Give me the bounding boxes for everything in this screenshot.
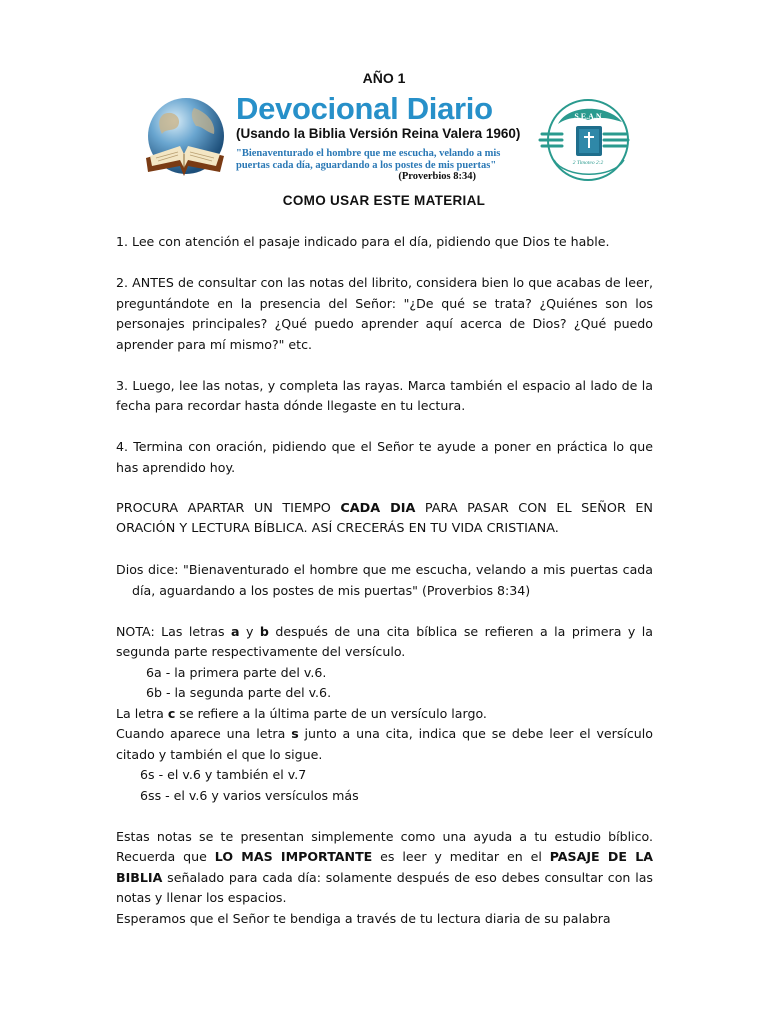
nota-pre: NOTA: Las letras — [116, 623, 231, 639]
step-1: 1. Lee con atención el pasaje indicado para el día, pidiendo que Dios te hable. — [116, 234, 610, 249]
nota-letter-c: c — [167, 705, 176, 721]
nota-c-pre: La letra — [116, 705, 168, 721]
step-2: 2. ANTES de consultar con las notas del librito, considera bien lo que acabas de leer, preguntándote en la presencia del Señor: "¿De qué se trata? ¿Quiénes son los personajes principales? ¿Qué puedo aprender aquí acerca de Dios? ¿Qué puedo aprender para mí mismo?" etc. — [116, 275, 653, 352]
instructions-body — [116, 232, 653, 929]
dios-dice-paragraph: Dios dice: "Bienaventurado el hombre que me escucha, velando a mis puertas cada día, aguardando a los postes de mis puertas" (Proverbios 8:34) — [116, 562, 653, 598]
closing-paragraph — [116, 827, 653, 909]
nota-mid: y — [239, 623, 260, 639]
nota-letter-c-line — [116, 704, 653, 725]
header-quote-line2: puertas cada día, aguardando a los postes de mis puertas" — [236, 159, 497, 171]
devotional-title: Devocional Diario — [236, 91, 493, 126]
devotional-header — [130, 92, 640, 188]
year-label: AÑO 1 — [362, 70, 406, 86]
closing-bold-2: PASAJE DE LA BIBLIA — [116, 849, 653, 885]
seal-reference: 2 Timoteo 2:2 — [572, 160, 604, 166]
nota-letter-b: b — [259, 623, 269, 639]
closing-p1: Estas notas se te presentan simplemente como una ayuda a tu estudio bíblico. Recuerda que — [116, 828, 653, 864]
step-4: 4. Termina con oración, pidiendo que el Señor te ayude a poner en práctica lo que has aprendido hoy. — [116, 439, 653, 475]
nota-c-post: se refiere a la última parte de un versículo largo. — [175, 705, 487, 721]
closing-p2: es leer y meditar en el — [372, 849, 550, 864]
nota-letter-a: a — [230, 623, 240, 639]
procura-pre: PROCURA APARTAR UN TIEMPO — [116, 500, 341, 516]
closing-bold-1: LO MAS IMPORTANTE — [214, 849, 373, 864]
sean-seal-logo — [538, 94, 632, 186]
header-quote — [236, 148, 536, 171]
step-3: 3. Luego, lee las notas, y completa las rayas. Marca también el espacio al lado de la fecha para recordar hasta dónde llegaste en tu lectura. — [116, 377, 653, 413]
devotional-subtitle: (Usando la Biblia Versión Reina Valera 1960) — [236, 126, 521, 141]
closing-last-line: Esperamos que el Señor te bendiga a través de tu lectura diaria de su palabra — [116, 910, 611, 926]
title-block — [236, 92, 536, 183]
nota-paragraph — [116, 622, 653, 663]
example-6a: 6a - la primera parte del v.6. — [146, 664, 327, 680]
nota-post: después de una cita bíblica se refieren a la primera y la segunda parte respectivamente del versículo. — [116, 623, 653, 659]
nota-letter-s-line — [116, 724, 653, 765]
seal-acronym: S.E.A.N — [574, 112, 602, 121]
nota-s-post: junto a una cita, indica que se debe leer el versículo citado y también el que lo sigue. — [116, 726, 653, 762]
nota-s-pre: Cuando aparece una letra — [116, 726, 292, 741]
example-6ss: 6ss - el v.6 y varios versículos más — [140, 787, 359, 803]
example-6b: 6b - la segunda parte del v.6. — [146, 685, 332, 700]
header-quote-reference: (Proverbios 8:34) — [398, 171, 476, 182]
example-6s: 6s - el v.6 y también el v.7 — [140, 767, 307, 782]
header-quote-line1: "Bienaventurado el hombre que me escucha, velando a mis — [236, 148, 501, 159]
nota-letter-s: s — [291, 726, 299, 741]
section-title: COMO USAR ESTE MATERIAL — [282, 193, 486, 208]
globe-bible-icon — [136, 96, 228, 184]
procura-bold: CADA DIA — [340, 500, 416, 516]
closing-p3: señalado para cada día: solamente después de eso debes consultar con las notas y llenar los espacios. — [116, 869, 653, 905]
procura-paragraph — [116, 499, 653, 540]
procura-post: PARA PASAR CON EL SEÑOR EN ORACIÓN Y LECTURA BÍBLICA. ASÍ CRECERÁS EN TU VIDA CRISTIANA. — [116, 500, 653, 536]
